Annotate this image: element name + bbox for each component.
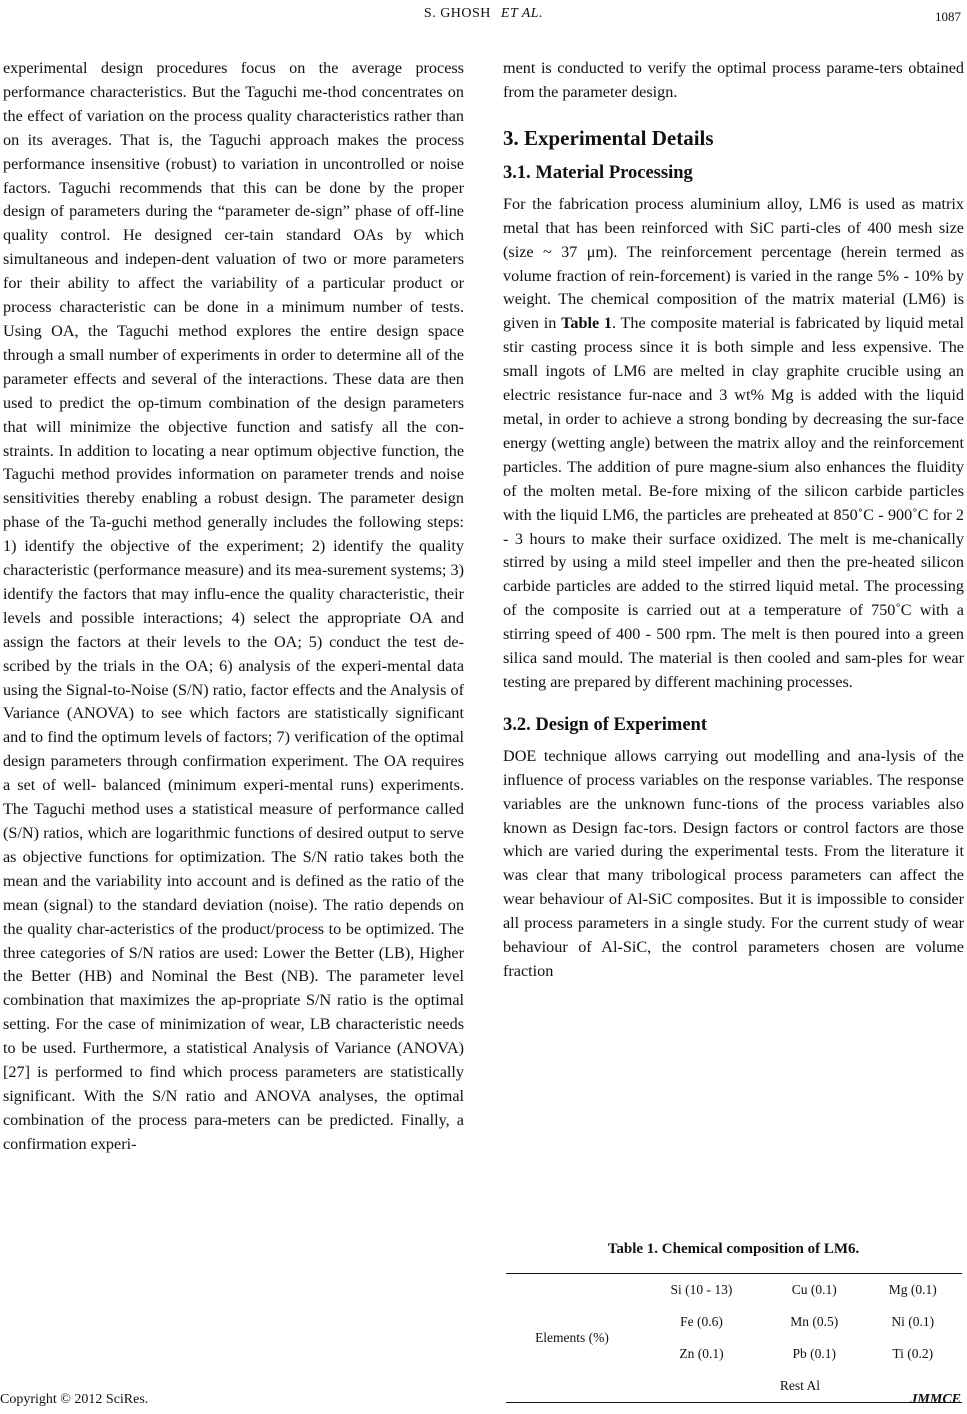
table-cell: Fe (0.6) (680, 1314, 723, 1329)
table-cell: Ti (0.2) (892, 1346, 934, 1361)
table-1-reference[interactable]: Table 1 (561, 314, 613, 333)
subsection-title-design-of-experiment: 3.2. Design of Experiment (503, 714, 707, 735)
left-column (3, 57, 464, 1157)
table-cell: Cu (0.1) (791, 1282, 837, 1297)
table-cell: Zn (0.1) (679, 1346, 724, 1361)
section-title-experimental-details: 3. Experimental Details (503, 125, 714, 150)
right-column (503, 57, 964, 984)
table-cell: Si (10 - 13) (670, 1282, 733, 1297)
page-number: 1087 (935, 9, 961, 24)
table-row (506, 1274, 962, 1307)
table-cell: Pb (0.1) (792, 1346, 836, 1361)
table-cell: Ni (0.1) (891, 1314, 935, 1329)
design-of-experiment-paragraph: DOE technique allows carrying out modelling and ana-lysis of the influence of process variables on the response variables. The response variables are the unknown func-tions of the process variables also known as Design fac-tors. Design factors or control factors are those which are varied during the experimental tests. From the literature it was clear that many tribological process parameters can affect the wear behaviour of Al-SiC composites. But it is impossible to consider all process parameters in a single study. For the current study of wear behaviour of Al-SiC, the control parameters chosen are volume fraction (503, 746, 964, 980)
material-processing-text-a: For the fabrication process aluminium alloy, LM6 is used as matrix metal that has been reinforced with SiC parti-cles of 400 mesh size (size ~ 37 μm). The reinforcement percentage (herein termed as volume fraction of rein-forcement) is varied in the range 5% - 10% by weight. The chemical composition of the matrix material (LM6) is given in (503, 194, 964, 333)
table-cell: Mg (0.1) (888, 1282, 937, 1297)
left-column-paragraph: experimental design procedures focus on the average process performance characteristics. But the Taguchi me-thod concentrates on the effect of variation on the process quality characteristics rather than on its averages. That is, the Taguchi approach makes the process performance insensitive (robust) to variation in uncontrolled or noise factors. Taguchi recommends that this can be done by the proper design of parameters during the “parameter de-sign” phase of off-line quality control. He designed cer-tain standard OAs by which simultaneous and indepen-dent valuation of two or more parameters for their ability to affect the variability of a particular product or process characteristic can be done in a minimum number of tests. Using OA, the Taguchi method explores the entire design space through a small number of experiments in order to determine all of the parameter effects and several of the interactions. These data are then used to predict the op-timum combination of the design parameters that will minimize the objective function and satisfy all the con-straints. In addition to locating a near optimum objective function, the Taguchi method provides information on parameter trends and noise sensitivities thereby enabling a robust design. The parameter design phase of the Ta-guchi method generally includes the following steps: 1) identify the objective of the experiment; 2) identify the quality characteristic (performance measure) and its mea-surement systems; 3) identify the factors that may influ-ence the quality characteristic, their levels and possible interactions; 4) select the appropriate OA and assign the factors at their levels to the OA; 5) conduct the test de-scribed by the trials in the OA; 6) analysis of the experi-mental data using the Signal-to-Noise (S/N) ratio, factor effects and the Analysis of Variance (ANOVA) to see which factors are statistically significant and to find the optimum levels of factors; 7) verification of the optimal design parameters through confirmation experiment. The OA requires a set of well- balanced (minimum experi-mental runs) experiments. The Taguchi method uses a statistical measure of performance called (S/N) ratios, which are logarithmic functions of desired output to serve as objective functions for optimization. The S/N ratio takes both the mean and the variability into account and is defined as the ratio of the mean (signal) to the standard deviation (noise). The ratio depends on the quality char-acteristics of the product/process to be optimized. The three categories of S/N ratios are used: Lower the Better (LB), Higher the Better (HB) and Nominal the Best (NB). The parameter level combination that maximizes the ap-propriate S/N ratio is the optimal setting. For the case of minimization of wear, LB characteristic needs to be used. Furthermore, a statistical Analysis of Variance (ANOVA) [27] is performed to find which process parameters are statistically significant. With the S/N ratio and ANOVA analyses, the optimal combination of the process para-meters can be predicted. Finally, a confirmation experi- (3, 59, 464, 1153)
material-processing-paragraph (503, 193, 964, 695)
table-row-label: Elements (%) (535, 1330, 609, 1345)
chemical-composition-table (506, 1273, 962, 1403)
journal-name-footer: JMMCE (910, 1392, 961, 1407)
subsection-title-material-processing: 3.1. Material Processing (503, 162, 693, 183)
table-cell-rest-al: Rest Al (779, 1378, 821, 1393)
material-processing-text-b: . The composite material is fabricated by liquid metal stir casting process since it is both simple and less expensive. The small ingots of LM6 are melted in clay graphite crucible using an electric resistance fur-nace and 3 wt% Mg is added with the liquid metal, in order to achieve a strong bonding by decreasing the sur-face energy (wetting angle) between the matrix alloy and the reinforcement particles. The addition of pure magne-sium also enhances the fluidity of the molten metal. Be-fore mixing of the silicon carbide particles with the liquid LM6, the particles are preheated at 850˚C - 900˚C for 2 - 3 hours to make their surface oxidized. The melt is me-chanically stirred by using a mild steel impeller and then the pre-heated silicon carbide particles are added to the stirred liquid metal. The processing of the composite is carried out at a temperature of 750˚C with a stirring speed of 400 - 500 rpm. The melt is then poured into a green silica sand mould. The material is then cooled and sam-ples for wear testing are prepared by different machining processes. (503, 314, 965, 691)
header-author-name: S. GHOSH (423, 6, 491, 21)
running-header (0, 6, 967, 22)
table-cell: Mn (0.5) (790, 1314, 839, 1329)
right-intro-paragraph: ment is conducted to verify the optimal process parame-ters obtained from the parameter design. (503, 59, 964, 101)
table-1-caption: Table 1. Chemical composition of LM6. (607, 1241, 860, 1257)
header-et-al: ET AL. (500, 6, 544, 21)
copyright-footer: Copyright © 2012 SciRes. (0, 1392, 149, 1407)
